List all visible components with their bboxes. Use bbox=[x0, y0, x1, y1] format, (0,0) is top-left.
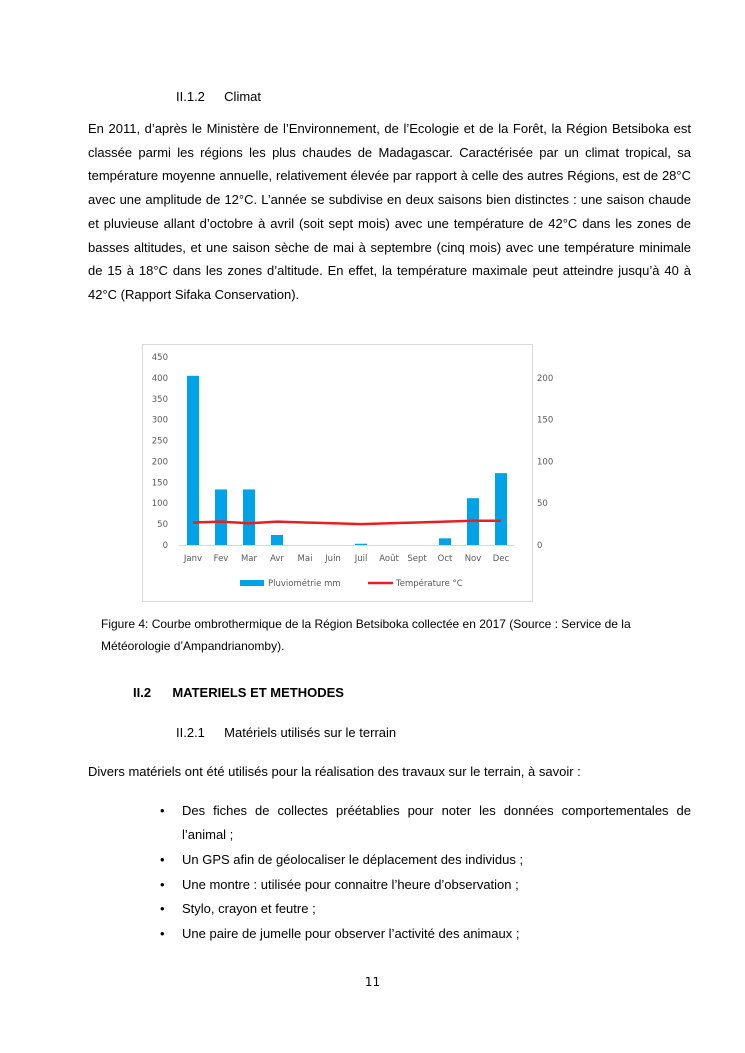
legend-swatch-rainfall bbox=[240, 580, 264, 586]
section-title: Climat bbox=[224, 89, 262, 104]
x-axis-tick-label: Mar bbox=[240, 554, 258, 564]
section-heading-terrain bbox=[176, 725, 396, 740]
right-axis-tick-label: 50 bbox=[537, 499, 548, 510]
right-axis-tick-label: 100 bbox=[537, 457, 554, 468]
bar bbox=[243, 489, 255, 545]
left-axis-tick-label: 150 bbox=[151, 478, 168, 489]
x-axis-tick-label: Sept bbox=[407, 554, 427, 564]
x-axis-tick-label: Août bbox=[379, 554, 399, 564]
bullet-icon: • bbox=[160, 803, 165, 818]
x-axis-tick-label: Janv bbox=[183, 554, 203, 564]
left-axis-tick-label: 350 bbox=[151, 394, 168, 405]
left-axis-tick-label: 200 bbox=[151, 457, 168, 468]
temperature-line bbox=[193, 521, 501, 524]
terrain-intro: Divers matériels ont été utilisés pour la réalisation des travaux sur le terrain, à savoir : bbox=[88, 764, 581, 779]
ombrothermic-chart bbox=[142, 344, 554, 602]
list-item: Une paire de jumelle pour observer l’activité des animaux ; bbox=[182, 926, 520, 941]
bullet-icon: • bbox=[160, 852, 165, 867]
section-heading-climat bbox=[176, 89, 261, 104]
x-axis-tick-label: Fev bbox=[213, 554, 229, 564]
left-axis-tick-label: 450 bbox=[151, 353, 168, 363]
legend-label-temperature: Température °C bbox=[396, 579, 463, 589]
bullet-icon: • bbox=[160, 901, 165, 916]
list-item: Une montre : utilisée pour connaitre l’heure d’observation ; bbox=[182, 877, 519, 892]
caption-line-1: Figure 4: Courbe ombrothermique de la Région Betsiboka collectée en 2017 (Source : Service de la bbox=[101, 617, 631, 631]
legend-label-rainfall: Pluviométrie mm bbox=[268, 579, 341, 589]
list-item: Un GPS afin de géolocaliser le déplacement des individus ; bbox=[182, 852, 524, 867]
right-axis-tick-label: 150 bbox=[537, 415, 554, 426]
figure-caption bbox=[101, 613, 661, 657]
section-number: II.2.1 bbox=[176, 725, 205, 740]
section-number: II.2 bbox=[133, 685, 152, 700]
left-axis-tick-label: 50 bbox=[157, 520, 168, 531]
bar bbox=[215, 489, 227, 545]
bar bbox=[271, 535, 283, 545]
left-axis-tick-label: 300 bbox=[151, 415, 168, 426]
left-axis-tick-label: 0 bbox=[162, 541, 168, 551]
x-axis-tick-label: Juin bbox=[325, 554, 341, 564]
section-title: MATERIELS ET METHODES bbox=[172, 685, 344, 700]
right-axis-tick-label: 200 bbox=[537, 373, 554, 384]
bar bbox=[439, 538, 451, 545]
caption-line-2: Météorologie d’Ampandrianomby). bbox=[101, 639, 285, 653]
chart-svg bbox=[143, 345, 554, 601]
bullet-icon: • bbox=[160, 926, 165, 941]
bar bbox=[187, 376, 199, 545]
left-axis-tick-label: 250 bbox=[151, 436, 168, 447]
section-heading-materiels bbox=[133, 685, 344, 700]
bar bbox=[495, 473, 507, 545]
x-axis-tick-label: Mai bbox=[297, 554, 313, 564]
x-axis-tick-label: Juil bbox=[354, 554, 368, 564]
climate-paragraph: En 2011, d’après le Ministère de l’Environnement, de l’Ecologie et de la Forêt, la Région Betsiboka est classée parmi les régions les plus chaudes de Madagascar. Caractérisée par un climat tropical, sa température moyenne annuelle, relativement élevée par rapport à celle des autres Régions, est de 28°C avec une amplitude de 12°C. L’année se subdivise en deux saisons bien distinctes : une saison chaude et pluvieuse allant d’octobre à avril (soit sept mois) avec une température de 42°C dans les zones de basses altitudes, et une saison sèche de mai à septembre (cinq mois) avec une température minimale de 15 à 18°C dans les zones d’altitude. En effet, la température maximale peut atteindre jusqu’à 40 à 42°C (Rapport Sifaka Conservation). bbox=[88, 121, 691, 302]
right-axis-tick-label: 0 bbox=[537, 541, 543, 551]
x-axis-tick-label: Nov bbox=[464, 554, 482, 564]
page-number: 11 bbox=[364, 975, 381, 989]
x-axis-tick-label: Dec bbox=[492, 554, 510, 564]
section-number: II.1.2 bbox=[176, 89, 205, 104]
list-item: Des fiches de collectes préétablies pour noter les données comportementales de l’animal ; bbox=[182, 803, 691, 842]
list-item: Stylo, crayon et feutre ; bbox=[182, 901, 316, 916]
left-axis-tick-label: 100 bbox=[151, 499, 168, 510]
bar bbox=[355, 544, 367, 545]
bullet-icon: • bbox=[160, 877, 165, 892]
x-axis-tick-label: Avr bbox=[270, 554, 284, 564]
section-title: Matériels utilisés sur le terrain bbox=[224, 725, 397, 740]
left-axis-tick-label: 400 bbox=[151, 373, 168, 384]
x-axis-tick-label: Oct bbox=[437, 554, 453, 564]
